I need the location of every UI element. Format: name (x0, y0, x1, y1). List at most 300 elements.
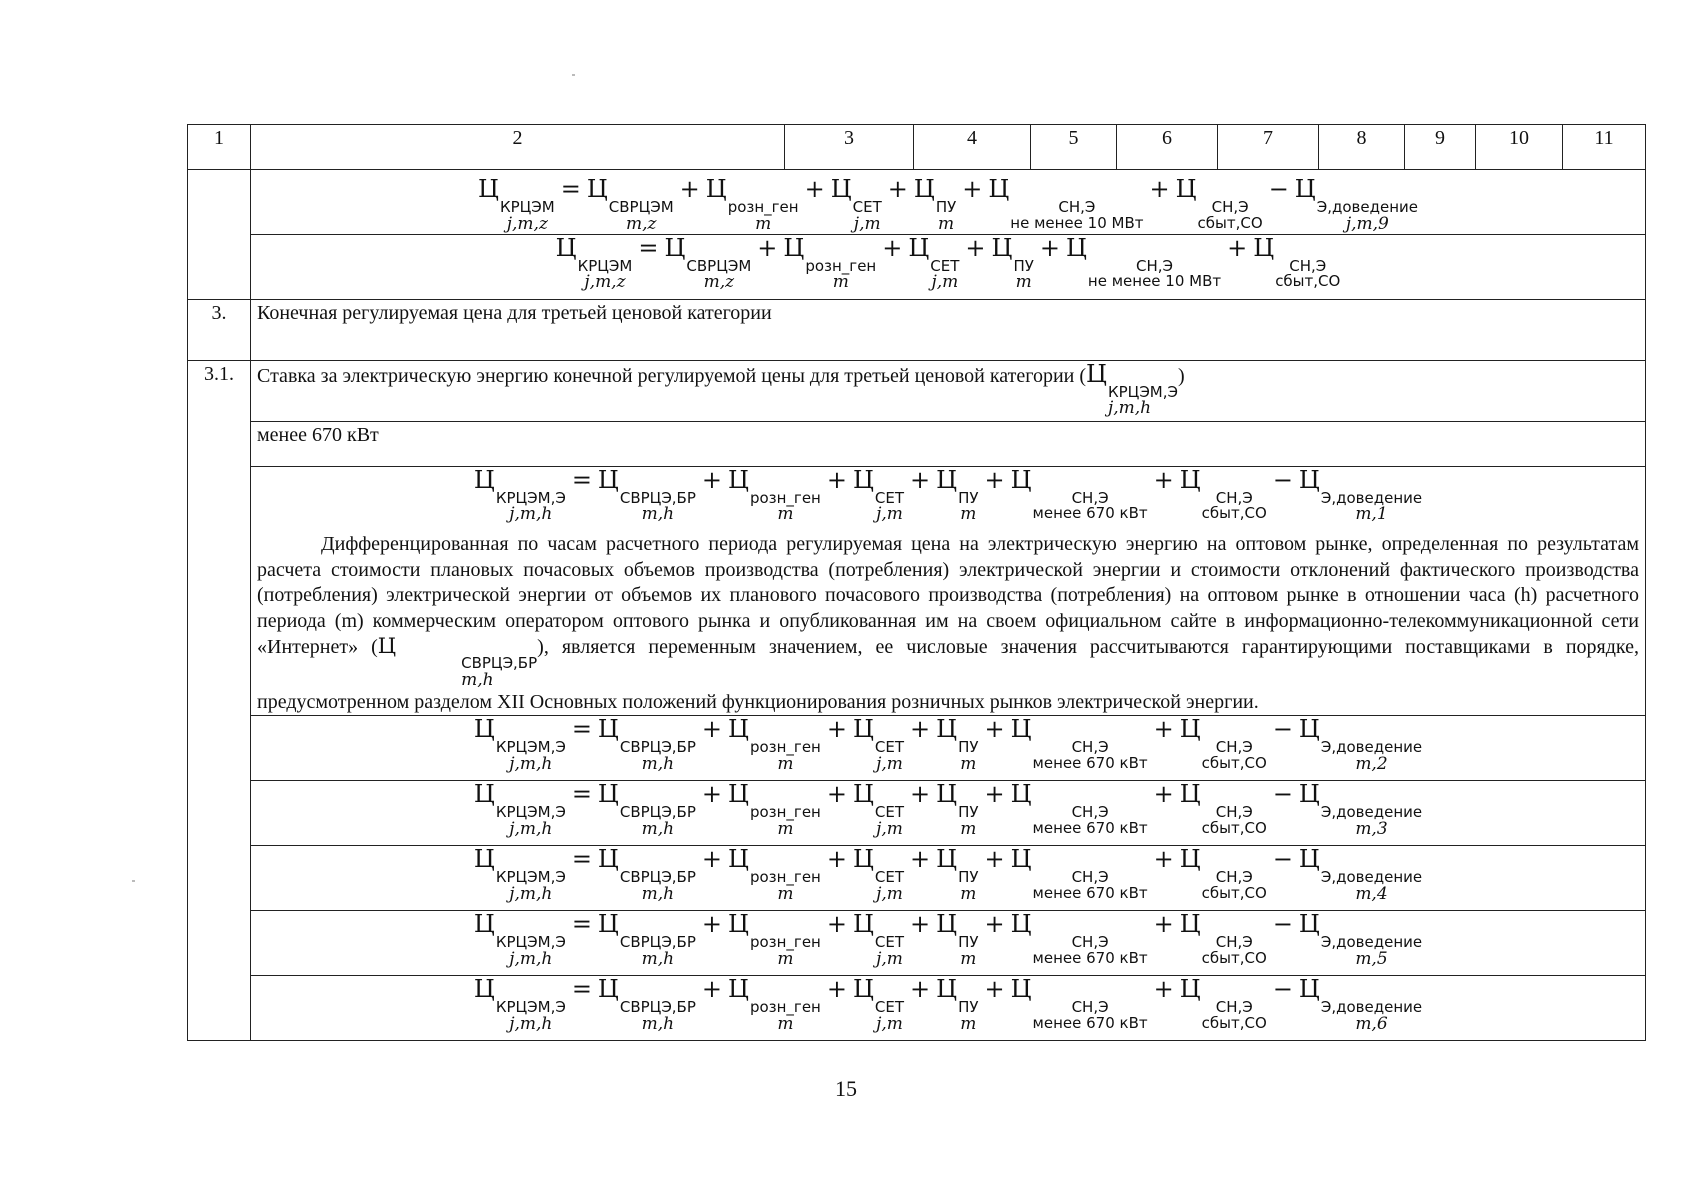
symbol-superscript: СН,Э (1215, 868, 1253, 887)
symbol-letter: Ц (728, 465, 749, 494)
symbol-subscript: менее 670 кВт (1032, 949, 1148, 968)
formula-symbol (555, 233, 633, 293)
operator: = (571, 780, 592, 809)
symbol-superscript: СЕТ (874, 488, 905, 507)
section-row (188, 299, 1646, 360)
symbol-superscript: СЕТ (930, 256, 960, 275)
symbol-subscript: m,h (641, 884, 675, 905)
formula-paragraph-row (188, 466, 1646, 716)
symbol-superscript: КРЦЭМ,Э (495, 488, 566, 507)
symbol-subscript: сбыт,СО (1201, 884, 1267, 903)
symbol-letter: Ц (1010, 780, 1032, 809)
symbol-subscript: m (777, 1014, 794, 1035)
formula-symbol (1298, 845, 1423, 905)
formula-symbol (1010, 715, 1148, 773)
symbol-subscript: не менее 10 МВт (1010, 213, 1144, 232)
formula-symbol (936, 780, 979, 840)
symbol-superscript: розн_ген (805, 256, 877, 275)
symbol-superscript: Э,доведение (1320, 933, 1423, 952)
formula-krcem-no-dovedenie (251, 234, 1646, 299)
symbol-subscript: сбыт,СО (1201, 1014, 1267, 1033)
col-header-6: 6 (1117, 125, 1218, 170)
formula-symbol (1179, 780, 1267, 838)
symbol-subscript: j,m,h (509, 504, 553, 525)
symbol-letter: Ц (1298, 845, 1320, 874)
formula-symbol (988, 175, 1144, 232)
formula-symbol (377, 634, 538, 690)
symbol-subscript: сбыт,СО (1201, 754, 1267, 773)
symbol-superscript: розн_ген (749, 933, 821, 952)
symbol-superscript: СН,Э (1215, 488, 1253, 507)
symbol-superscript: СН,Э (1211, 198, 1249, 216)
symbol-letter: Ц (1010, 715, 1032, 744)
symbol-subscript: m,h (641, 504, 675, 525)
symbol-subscript: m,4 (1355, 884, 1388, 905)
symbol-letter: Ц (473, 910, 495, 939)
symbol-subscript: j,m (876, 504, 903, 525)
symbol-superscript: розн_ген (749, 803, 821, 822)
document-table (187, 124, 1646, 1041)
section-row (188, 360, 1646, 421)
symbol-superscript: розн_ген (749, 998, 821, 1017)
operator: = (571, 845, 592, 874)
symbol-letter: Ц (1010, 910, 1032, 939)
symbol-subscript: j,m,z (506, 213, 548, 234)
formula-symbol (936, 465, 979, 525)
symbol-letter: Ц (852, 780, 874, 809)
operator: + (804, 175, 825, 203)
symbol-superscript: ПУ (958, 803, 979, 822)
symbol-letter: Ц (1010, 465, 1032, 494)
formula-symbol (473, 780, 566, 840)
formula-symbol (852, 715, 905, 775)
symbol-superscript: ПУ (1013, 256, 1034, 275)
symbol-superscript: СН,Э (1071, 998, 1109, 1017)
formula-symbol (664, 233, 752, 293)
symbol-letter: Ц (597, 780, 619, 809)
operator: + (701, 845, 723, 874)
formula-symbol (1179, 845, 1267, 903)
symbol-subscript: j,m (876, 754, 903, 775)
col-header-3: 3 (785, 125, 914, 170)
formula-symbol (728, 715, 821, 775)
formula-symbol (913, 175, 957, 234)
symbol-letter: Ц (1175, 175, 1197, 203)
formula-m1 (257, 467, 1639, 525)
formula-row (188, 781, 1646, 846)
symbol-letter: Ц (908, 233, 930, 262)
subsection-title (251, 360, 1646, 421)
formula-symbol (1298, 910, 1423, 970)
symbol-letter: Ц (852, 465, 874, 494)
row-number: 3.1. (188, 360, 251, 1041)
symbol-subscript: менее 670 кВт (1032, 754, 1148, 773)
symbol-subscript: m (832, 272, 849, 293)
formula-inline-svrce-br (377, 634, 538, 690)
operator: + (910, 975, 931, 1004)
symbol-letter: Ц (936, 465, 958, 494)
symbol-letter: Ц (728, 975, 749, 1004)
symbol-letter: Ц (1298, 910, 1320, 939)
operator: − (1272, 910, 1293, 939)
operator: + (826, 715, 847, 744)
symbol-subscript: m (777, 884, 794, 905)
formula-symbol (705, 175, 799, 234)
symbol-letter: Ц (1253, 233, 1275, 262)
symbol-subscript: m,h (641, 949, 675, 970)
operator: + (1153, 910, 1174, 939)
operator: + (1153, 715, 1174, 744)
header-row (188, 125, 1646, 170)
operator: + (882, 233, 903, 262)
symbol-letter: Ц (1086, 359, 1107, 388)
symbol-subscript: менее 670 кВт (1032, 884, 1148, 903)
symbol-letter: Ц (988, 175, 1010, 203)
symbol-letter: Ц (597, 465, 619, 494)
symbol-letter: Ц (852, 910, 874, 939)
symbol-letter: Ц (852, 845, 874, 874)
symbol-subscript: j,m,h (509, 754, 553, 775)
symbol-superscript: розн_ген (727, 198, 799, 216)
operator: + (826, 845, 847, 874)
formula-symbol (852, 910, 905, 970)
operator: + (1153, 780, 1174, 809)
symbol-superscript: СЕТ (874, 933, 905, 952)
formula-symbol (1294, 175, 1418, 234)
symbol-subscript: m,3 (1355, 819, 1388, 840)
operator: + (701, 715, 723, 744)
symbol-superscript: СВРЦЭ,БР (619, 933, 696, 952)
symbol-letter: Ц (852, 975, 874, 1004)
formula-symbol (1179, 975, 1267, 1033)
symbol-superscript: СВРЦЭ,БР (619, 998, 696, 1017)
symbol-superscript: СН,Э (1058, 198, 1096, 216)
symbol-superscript: СН,Э (1215, 738, 1253, 757)
symbol-subscript: j,m,h (509, 884, 553, 905)
scan-speck (572, 74, 575, 76)
formula-symbol (908, 233, 960, 293)
formula-symbol (1010, 465, 1148, 523)
symbol-letter: Ц (377, 634, 397, 659)
operator: + (757, 233, 778, 262)
formula-symbol (991, 233, 1034, 293)
symbol-superscript: СН,Э (1136, 256, 1174, 275)
description-paragraph (257, 532, 1639, 715)
operator: + (1153, 465, 1174, 494)
operator: + (910, 715, 931, 744)
row-number: 3. (188, 299, 251, 360)
formula-row (188, 170, 1646, 235)
page-number: 15 (835, 1076, 857, 1101)
formula-symbol (473, 845, 566, 905)
formula-symbol (597, 715, 696, 775)
symbol-superscript: СН,Э (1071, 803, 1109, 822)
symbol-letter: Ц (1298, 465, 1320, 494)
symbol-letter: Ц (1179, 465, 1201, 494)
symbol-superscript: Э,доведение (1320, 803, 1423, 822)
formula-symbol (1065, 233, 1222, 291)
symbol-subscript: сбыт,СО (1275, 272, 1341, 291)
operator: + (984, 910, 1005, 939)
symbol-subscript: j,m,h (509, 949, 553, 970)
symbol-subscript: сбыт,СО (1197, 213, 1263, 232)
formula-symbol (473, 910, 566, 970)
symbol-subscript: m,6 (1355, 1014, 1388, 1035)
subtitle-row (188, 421, 1646, 466)
formula-row (188, 976, 1646, 1041)
symbol-letter: Ц (936, 910, 958, 939)
formula-symbol (1010, 845, 1148, 903)
formula-symbol (852, 465, 905, 525)
symbol-subscript: m,h (461, 669, 494, 690)
symbol-subscript: m,z (703, 272, 735, 293)
operator: + (1039, 233, 1060, 262)
symbol-superscript: СН,Э (1071, 738, 1109, 757)
symbol-subscript: m (960, 754, 977, 775)
col-header-11: 11 (1563, 125, 1646, 170)
symbol-letter: Ц (1179, 715, 1201, 744)
formula-symbol (728, 975, 821, 1035)
formula-symbol (597, 975, 696, 1035)
operator: + (910, 910, 931, 939)
symbol-superscript: ПУ (958, 488, 979, 507)
symbol-letter: Ц (728, 780, 749, 809)
symbol-superscript: СВРЦЭ,БР (619, 803, 696, 822)
operator: − (1272, 780, 1293, 809)
symbol-subscript: менее 670 кВт (1032, 1014, 1148, 1033)
symbol-letter: Ц (705, 175, 727, 203)
formula-m6 (251, 976, 1646, 1041)
symbol-subscript: j,m (853, 213, 881, 234)
symbol-subscript: менее 670 кВт (1032, 819, 1148, 838)
symbol-superscript: ПУ (958, 738, 979, 757)
symbol-subscript: m (777, 819, 794, 840)
formula-symbol (597, 845, 696, 905)
symbol-letter: Ц (936, 975, 958, 1004)
operator: + (984, 715, 1005, 744)
formula-symbol (783, 233, 877, 293)
operator: + (1227, 233, 1248, 262)
symbol-subscript: j,m (931, 272, 959, 293)
symbol-subscript: m (777, 504, 794, 525)
symbol-subscript: сбыт,СО (1201, 504, 1267, 523)
col-header-1: 1 (188, 125, 251, 170)
symbol-subscript: m (937, 213, 955, 234)
symbol-letter: Ц (1179, 845, 1201, 874)
paren-close: ) (1177, 364, 1185, 387)
col-header-10: 10 (1476, 125, 1563, 170)
formula-symbol (1010, 780, 1148, 838)
symbol-superscript: СН,Э (1071, 933, 1109, 952)
symbol-superscript: КРЦЭМ,Э (495, 933, 566, 952)
symbol-superscript: СЕТ (874, 803, 905, 822)
formula-symbol (1010, 975, 1148, 1033)
operator: + (826, 910, 847, 939)
operator: = (571, 465, 592, 494)
symbol-subscript: сбыт,СО (1201, 949, 1267, 968)
formula-krcem-jm9 (251, 170, 1646, 235)
symbol-letter: Ц (728, 715, 749, 744)
symbol-superscript: СЕТ (852, 198, 882, 216)
symbol-superscript: СВРЦЭ,БР (619, 868, 696, 887)
symbol-letter: Ц (664, 233, 686, 262)
symbol-superscript: СЕТ (874, 868, 905, 887)
symbol-superscript: Э,доведение (1320, 738, 1423, 757)
operator: + (701, 975, 723, 1004)
symbol-letter: Ц (852, 715, 874, 744)
operator: + (910, 780, 931, 809)
formula-symbol (1175, 175, 1263, 232)
symbol-subscript: m,1 (1355, 504, 1388, 525)
operator: − (1272, 845, 1293, 874)
symbol-superscript: розн_ген (749, 488, 821, 507)
symbol-superscript: КРЦЭМ,Э (1107, 382, 1178, 401)
symbol-letter: Ц (473, 780, 495, 809)
symbol-subscript: j,m (876, 949, 903, 970)
empty-num-cell (188, 170, 251, 300)
formula-row (188, 846, 1646, 911)
symbol-superscript: Э,доведение (1320, 998, 1423, 1017)
symbol-letter: Ц (473, 465, 495, 494)
symbol-superscript: розн_ген (749, 738, 821, 757)
operator: = (571, 715, 592, 744)
col-header-2: 2 (251, 125, 785, 170)
symbol-superscript: СН,Э (1215, 803, 1253, 822)
symbol-letter: Ц (586, 175, 608, 203)
symbol-subscript: j,m,h (509, 1014, 553, 1035)
symbol-letter: Ц (1010, 975, 1032, 1004)
operator: + (826, 780, 847, 809)
operator: + (910, 465, 931, 494)
symbol-letter: Ц (1298, 780, 1320, 809)
col-header-4: 4 (914, 125, 1031, 170)
operator: = (571, 975, 592, 1004)
formula-m3 (251, 781, 1646, 846)
formula-symbol (1253, 233, 1341, 291)
operator: + (1153, 975, 1174, 1004)
section-title: Конечная регулируемая цена для третьей ценовой категории (251, 299, 1646, 360)
scan-speck (132, 880, 135, 882)
formula-row (188, 911, 1646, 976)
symbol-subscript: m,5 (1355, 949, 1388, 970)
symbol-superscript: СВРЦЭМ (608, 198, 674, 216)
formula-and-description (251, 466, 1646, 716)
symbol-superscript: СВРЦЭМ (686, 256, 752, 275)
formula-symbol (586, 175, 674, 234)
formula-symbol (1298, 975, 1423, 1035)
symbol-superscript: СН,Э (1071, 488, 1109, 507)
symbol-subscript: m (960, 949, 977, 970)
formula-symbol (1086, 359, 1178, 419)
symbol-superscript: СВРЦЭ,БР (461, 654, 538, 673)
formula-symbol (852, 780, 905, 840)
symbol-letter: Ц (597, 910, 619, 939)
symbol-letter: Ц (597, 715, 619, 744)
operator: + (984, 780, 1005, 809)
power-category-label: менее 670 кВт (251, 421, 1646, 466)
operator: + (984, 845, 1005, 874)
symbol-superscript: СВРЦЭ,БР (619, 488, 696, 507)
formula-symbol (1298, 780, 1423, 840)
formula-m2 (251, 716, 1646, 781)
formula-symbol (852, 975, 905, 1035)
col-header-7: 7 (1218, 125, 1319, 170)
operator: = (571, 910, 592, 939)
operator: = (560, 175, 581, 203)
symbol-letter: Ц (913, 175, 935, 203)
col-header-9: 9 (1405, 125, 1476, 170)
symbol-subscript: m,z (625, 213, 657, 234)
symbol-subscript: m,h (641, 819, 675, 840)
symbol-subscript: m (755, 213, 772, 234)
operator: + (887, 175, 908, 203)
symbol-letter: Ц (473, 715, 495, 744)
formula-symbol (936, 845, 979, 905)
operator: = (638, 233, 659, 262)
formula-row (188, 716, 1646, 781)
symbol-letter: Ц (936, 845, 958, 874)
symbol-letter: Ц (1294, 175, 1316, 203)
symbol-superscript: СЕТ (874, 738, 905, 757)
formula-symbol (597, 910, 696, 970)
symbol-subscript: m (960, 819, 977, 840)
symbol-letter: Ц (991, 233, 1013, 262)
symbol-subscript: j,m,h (1107, 398, 1152, 419)
formula-symbol (728, 910, 821, 970)
symbol-superscript: КРЦЭМ,Э (495, 998, 566, 1017)
symbol-superscript: ПУ (935, 198, 957, 216)
symbol-subscript: сбыт,СО (1201, 819, 1267, 838)
symbol-letter: Ц (555, 233, 577, 262)
formula-symbol (1298, 715, 1423, 775)
operator: − (1272, 715, 1293, 744)
symbol-superscript: СВРЦЭ,БР (619, 738, 696, 757)
formula-m5 (251, 911, 1646, 976)
operator: + (1153, 845, 1174, 874)
symbol-letter: Ц (1179, 780, 1201, 809)
symbol-subscript: j,m,9 (1345, 213, 1389, 234)
symbol-superscript: КРЦЭМ,Э (495, 803, 566, 822)
formula-symbol (473, 465, 566, 525)
symbol-superscript: СН,Э (1215, 998, 1253, 1017)
symbol-superscript: СН,Э (1071, 868, 1109, 887)
symbol-letter: Ц (783, 233, 805, 262)
symbol-letter: Ц (1298, 715, 1320, 744)
symbol-superscript: ПУ (958, 933, 979, 952)
formula-m4 (251, 846, 1646, 911)
operator: + (984, 465, 1005, 494)
symbol-superscript: Э,доведение (1320, 488, 1423, 507)
symbol-superscript: Э,доведение (1320, 868, 1423, 887)
symbol-letter: Ц (728, 845, 749, 874)
symbol-subscript: менее 670 кВт (1032, 504, 1148, 523)
operator: − (1272, 975, 1293, 1004)
symbol-letter: Ц (728, 910, 749, 939)
formula-symbol (936, 910, 979, 970)
formula-symbol (1010, 910, 1148, 968)
formula-symbol (728, 845, 821, 905)
symbol-superscript: КРЦЭМ (499, 198, 555, 216)
subsection-text: Ставка за электрическую энергию конечной регулируемой цены для третьей ценовой категории ( (257, 364, 1087, 387)
col-header-5: 5 (1031, 125, 1117, 170)
operator: − (1268, 175, 1289, 203)
symbol-subscript: j,m (876, 884, 903, 905)
formula-symbol (728, 465, 821, 525)
formula-symbol (597, 780, 696, 840)
symbol-superscript: Э,доведение (1316, 198, 1418, 216)
symbol-letter: Ц (1065, 233, 1087, 262)
operator: + (910, 845, 931, 874)
